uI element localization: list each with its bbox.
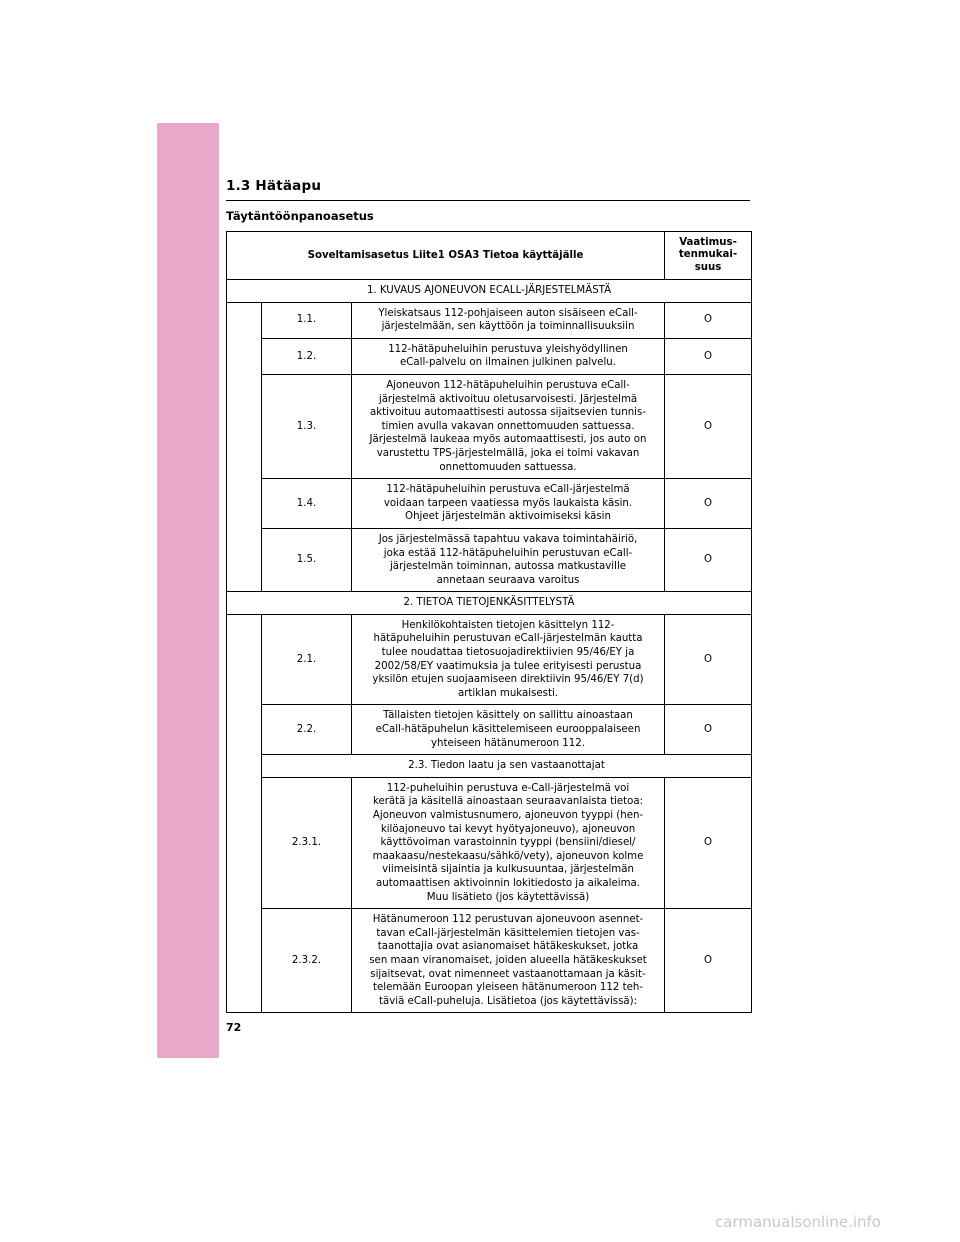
indent-cell: [227, 614, 262, 1012]
row-number: 1.2.: [262, 338, 352, 374]
compliance-table: [226, 231, 752, 1013]
row-value: O: [665, 302, 752, 338]
section-row: [227, 280, 752, 303]
row-value: O: [665, 909, 752, 1013]
row-value: O: [665, 614, 752, 705]
section-row: [227, 592, 752, 615]
row-text: Ajoneuvon 112-hätäpuheluihin perustuva eCall- järjestelmä aktivoituu oletusarvoisesti. Järjestelmä aktivoituu automaattisesti autossa sijaitsevien tunnis- timien avulla vakavan onnettomuuden sattuessa. Järjestelmä laukeaa myös automaattisesti, jos auto on varustettu TPS-järjestelmällä, joka ei toimi vakavan onnettomuuden sattuessa.: [352, 374, 665, 478]
section-divider: [226, 200, 750, 201]
row-number: 2.3.1.: [262, 777, 352, 908]
row-number: 2.1.: [262, 614, 352, 705]
table-row: [227, 777, 752, 908]
row-text: Henkilökohtaisten tietojen käsittelyn 112- hätäpuheluihin perustuvan eCall-järjestelmän kautta tulee noudattaa tietosuojadirektiivien 95/46/EY ja 2002/58/EY vaatimuksia ja tulee erityisesti perustua yksilön etujen suojaamiseen direktiivin 95/46/EY 7(d) artiklan mukaisesti.: [352, 614, 665, 705]
row-text: 112-hätäpuheluihin perustuva yleishyödyllinen eCall-palvelu on ilmainen julkinen palvelu.: [352, 338, 665, 374]
row-number: 1.5.: [262, 528, 352, 591]
row-value: O: [665, 705, 752, 755]
table-row: [227, 374, 752, 478]
row-text: Yleiskatsaus 112-pohjaiseen auton sisäiseen eCall- järjestelmään, sen käyttöön ja toiminnallisuuksiin: [352, 302, 665, 338]
row-text: 112-puheluihin perustuva e-Call-järjestelmä voi kerätä ja käsitellä ainoastaan seuraavanlaista tietoa: Ajoneuvon valmistusnumero, ajoneuvon tyyppi (hen- kilöajoneuvo tai kevyt hyötyajoneuvo), ajoneuvon käyttövoiman varastoinnin tyyppi (bensiini/diesel/ maakaasu/nestekaasu/sähkö/vety), ajoneuvon kolme viimeisintä sijaintia ja kulkusuuntaa, järjestelmän automaattisen aktivoinnin lokitiedosto ja aikaleima. Muu lisätieto (jos käytettävissä): [352, 777, 665, 908]
table-header-row: [227, 232, 752, 280]
row-value: O: [665, 528, 752, 591]
indent-cell: [227, 302, 262, 592]
section-1-title: 1. KUVAUS AJONEUVON ECALL-JÄRJESTELMÄSTÄ: [227, 280, 752, 303]
row-value: O: [665, 479, 752, 529]
row-value: O: [665, 374, 752, 478]
section-title: 1.3 Hätäapu: [226, 178, 322, 194]
row-value: O: [665, 338, 752, 374]
subsection-2-3-title: 2.3. Tiedon laatu ja sen vastaanottajat: [262, 755, 752, 778]
table-row: [227, 705, 752, 755]
row-text: Jos järjestelmässä tapahtuu vakava toimintahäiriö, joka estää 112-hätäpuheluihin perustuvan eCall- järjestelmän toiminnan, autossa matkustaville annetaan seuraava varoitus: [352, 528, 665, 591]
table-row: [227, 338, 752, 374]
row-number: 1.4.: [262, 479, 352, 529]
subtitle: Täytäntöönpanoasetus: [226, 209, 374, 223]
page-side-tab: [157, 123, 219, 1058]
header-compliance: Vaatimus- tenmukai- suus: [665, 232, 752, 280]
section-2-title: 2. TIETOA TIETOJENKÄSITTELYSTÄ: [227, 592, 752, 615]
page-number: 72: [226, 1021, 242, 1034]
header-regulation: Soveltamisasetus Liite1 OSA3 Tietoa käyttäjälle: [227, 232, 665, 280]
row-text: Hätänumeroon 112 perustuvan ajoneuvoon asennet- tavan eCall-järjestelmän käsittelemien tietojen vas- taanottajia ovat asianomaiset hätäkeskukset, jotka sen maan viranomaiset, joiden alueella hätäkeskukset sijaitsevat, ovat nimenneet vastaanottamaan ja käsit- telemään Euroopan yleiseen hätänumeroon 112 teh- täviä eCall-puheluja. Lisätietoa (jos käytettävissä):: [352, 909, 665, 1013]
row-number: 1.1.: [262, 302, 352, 338]
table-row: [227, 614, 752, 705]
watermark: carmanualsonline.info: [715, 1213, 881, 1231]
row-value: O: [665, 777, 752, 908]
row-number: 2.3.2.: [262, 909, 352, 1013]
row-number: 1.3.: [262, 374, 352, 478]
row-text: 112-hätäpuheluihin perustuva eCall-järjestelmä voidaan tarpeen vaatiessa myös laukaista käsin. Ohjeet järjestelmän aktivoimiseksi käsin: [352, 479, 665, 529]
row-number: 2.2.: [262, 705, 352, 755]
row-text: Tällaisten tietojen käsittely on sallittu ainoastaan eCall-hätäpuhelun käsittelemiseen eurooppalaiseen yhteiseen hätänumeroon 112.: [352, 705, 665, 755]
table-row: [227, 528, 752, 591]
table-row: [227, 479, 752, 529]
table-row: [227, 302, 752, 338]
subsection-row: [227, 755, 752, 778]
table-row: [227, 909, 752, 1013]
